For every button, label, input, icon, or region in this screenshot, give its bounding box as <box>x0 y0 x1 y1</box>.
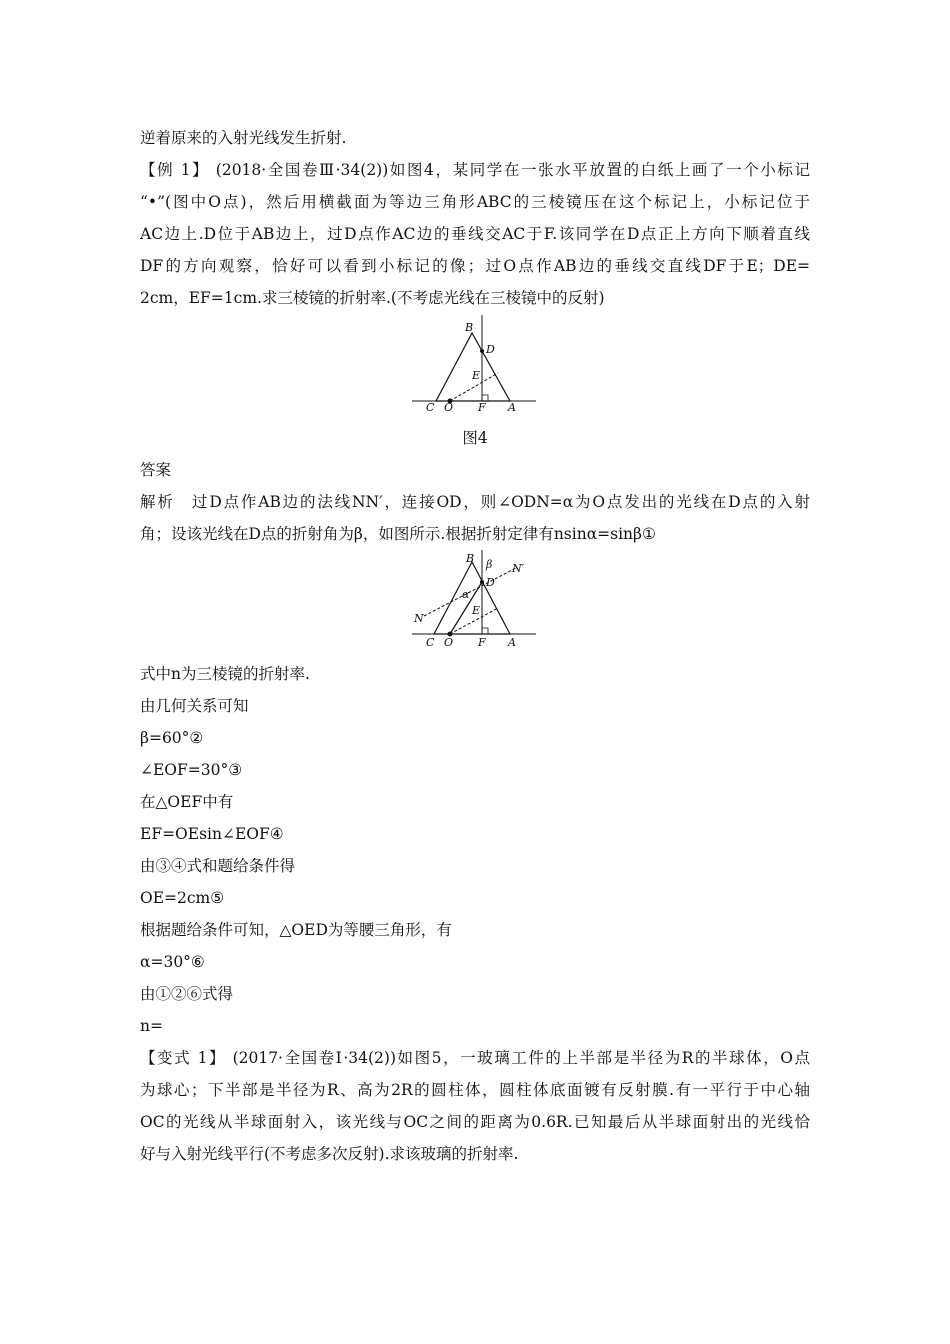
intro-line: 逆着原来的入射光线发生折射. <box>140 129 347 147</box>
variant1-line-1: 【变式 1】 (2017·全国卷Ⅰ·34(2))如图5，一玻璃工件的上半部是半径为R的半球体，O点 <box>140 1049 810 1067</box>
solution-line-9: 根据题给条件可知，△OED为等腰三角形，有 <box>140 921 452 939</box>
label-o: O <box>444 636 454 649</box>
solution-line-11: 由①②⑥式得 <box>140 985 234 1003</box>
figure-4-caption: 图4 <box>462 429 488 447</box>
example1-line-4: DF的方向观察，恰好可以看到小标记的像；过O点作AB边的垂线交直线DF于E；DE= <box>140 257 810 275</box>
label-n: N <box>414 612 424 625</box>
answer-label: 答案 <box>140 461 172 479</box>
label-beta: β <box>486 558 493 571</box>
right-angle-mark <box>482 628 488 634</box>
example1-line-2: “•”(图中O点)，然后用横截面为等边三角形ABC的三棱镜压在这个标记上，小标记位于 <box>140 193 810 211</box>
solution-line-6: EF=OEsin∠EOF④ <box>140 825 284 843</box>
label-b: B <box>465 321 474 334</box>
solution-line-7: 由③④式和题给条件得 <box>140 857 296 875</box>
label-f: F <box>478 636 486 649</box>
variant1-line-2: 为球心；下半部是半径为R、高为2R的圆柱体，圆柱体底面镀有反射膜.有一平行于中心轴 <box>140 1081 810 1099</box>
label-b: B <box>466 552 475 565</box>
label-n-prime: N′ <box>512 562 525 575</box>
label-d: D <box>486 576 495 589</box>
analysis-figure-diagram <box>410 550 540 650</box>
analysis-line-2: 角；设该光线在D点的折射角为β，如图所示.根据折射定律有nsinα=sinβ① <box>140 525 656 543</box>
label-e: E <box>472 369 481 382</box>
solution-line-2: 由几何关系可知 <box>140 697 249 715</box>
solution-line-4: ∠EOF=30°③ <box>140 761 243 779</box>
solution-line-5: 在△OEF中有 <box>140 793 234 811</box>
label-e: E <box>472 604 481 617</box>
label-o: O <box>444 401 454 414</box>
point-d <box>480 349 484 353</box>
solution-line-12: n= <box>140 1017 163 1035</box>
label-a: A <box>508 401 516 414</box>
example1-line-5: 2cm，EF=1cm.求三棱镜的折射率.(不考虑光线在三棱镜中的反射) <box>140 289 605 307</box>
variant1-line-4: 好与入射光线平行(不考虑多次反射).求该玻璃的折射率. <box>140 1145 519 1163</box>
normal-nn-prime <box>424 568 516 616</box>
point-d <box>480 580 484 584</box>
label-a: A <box>508 636 516 649</box>
example1-line-3: AC边上.D位于AB边上，过D点作AC边的垂线交AC于F.该同学在D点正上方向下顺着直线 <box>140 225 810 243</box>
label-c: C <box>426 401 435 414</box>
example1-line-1: 【例 1】 (2018·全国卷Ⅲ·34(2))如图4，某同学在一张水平放置的白纸上画了一个小标记 <box>140 161 810 179</box>
solution-line-10: α=30°⑥ <box>140 953 205 971</box>
figure-4-diagram <box>410 315 540 415</box>
label-c: C <box>426 636 435 649</box>
solution-line-8: OE=2cm⑤ <box>140 889 225 907</box>
label-d: D <box>486 343 495 356</box>
triangle-abc <box>436 333 510 401</box>
label-f: F <box>478 401 486 414</box>
label-alpha: α <box>462 588 470 601</box>
variant1-line-3: OC的光线从半球面射入，该光线与OC之间的距离为0.6R.已知最后从半球面射出的光线恰 <box>140 1113 810 1131</box>
solution-line-1: 式中n为三棱镜的折射率. <box>140 665 310 683</box>
solution-line-3: β=60°② <box>140 729 204 747</box>
analysis-line-1: 解析 过D点作AB边的法线NN′，连接OD，则∠ODN=α为O点发出的光线在D点的入射 <box>140 493 810 511</box>
